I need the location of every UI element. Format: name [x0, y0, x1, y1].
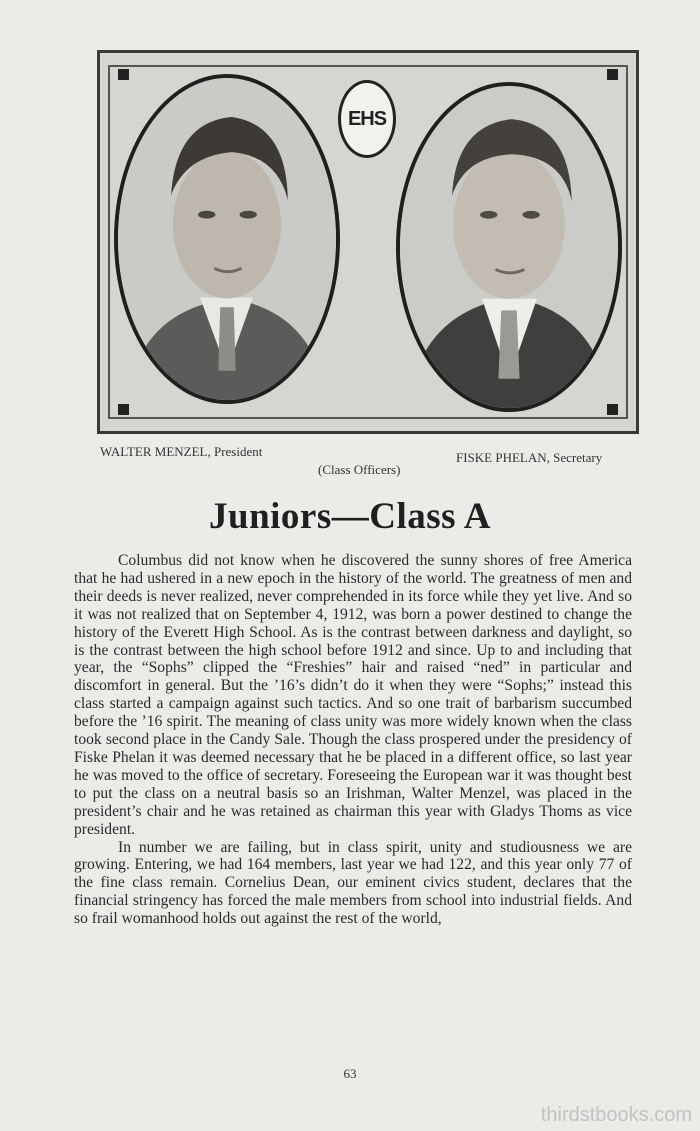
page-number: 63 — [343, 1066, 357, 1081]
page-title: Juniors—Class A — [209, 496, 491, 537]
portrait-fiske-phelan — [396, 82, 622, 412]
frame-corner — [607, 404, 618, 415]
caption-right: FISKE PHELAN, Secretary — [456, 450, 603, 465]
caption-left: WALTER MENZEL, President — [100, 444, 263, 459]
watermark: thirdstbooks.com — [540, 1104, 692, 1126]
paragraph: In number we are failing, but in class spirit, unity and studiousness we are growing. Entering, we had 164 members, last year we had 122, and this year only 77 of the fine class remain. Cornelius Dean, our eminent civics student, declares that the financial stringency has forced the male members from school into industrial fields. And so frail womanhood holds out against the rest of the world, — [74, 838, 632, 928]
article-body — [74, 552, 632, 928]
paragraph: Columbus did not know when he discovered the sunny shores of free America that he had ushered in a new epoch in the history of the world. The greatness of men and their deeds is never realized, never comprehended in its force while they yet live. And so it was not realized that on September 4, 1912, was born a power destined to change the history of the Everett High School. As is the contrast between darkness and daylight, so is the contrast between the high school before 1912 and since. Up to and including that year, the “Sophs” clipped the “Freshies” hair and raised “ned” in particular and discomfort in general. But the ’16’s didn’t do it when they were “Sophs;” instead this class started a campaign against such tactics. And so one trait of barbarism succumbed before the ’16 spirit. The meaning of class unity was more widely known when the class took second place in the Candy Sale. Though the class prospered under the presidency of Fiske Phelan it was deemed necessary that he be placed in a different office, so last year he was moved to the office of secretary. Foreseeing the European war it was thought best to put the class on a neutral basis so an Irishman, Walter Menzel, was placed in the president’s chair and he was retained as chairman this year with Gladys Thoms as vice president. — [74, 552, 632, 838]
frame-corner — [118, 404, 129, 415]
caption-class-officers: (Class Officers) — [318, 462, 401, 477]
frame-corner — [607, 69, 618, 80]
portrait-walter-menzel — [114, 74, 340, 404]
frame-corner — [118, 69, 129, 80]
ehs-logo-text: EHS — [347, 107, 387, 130]
ehs-logo — [338, 80, 396, 158]
